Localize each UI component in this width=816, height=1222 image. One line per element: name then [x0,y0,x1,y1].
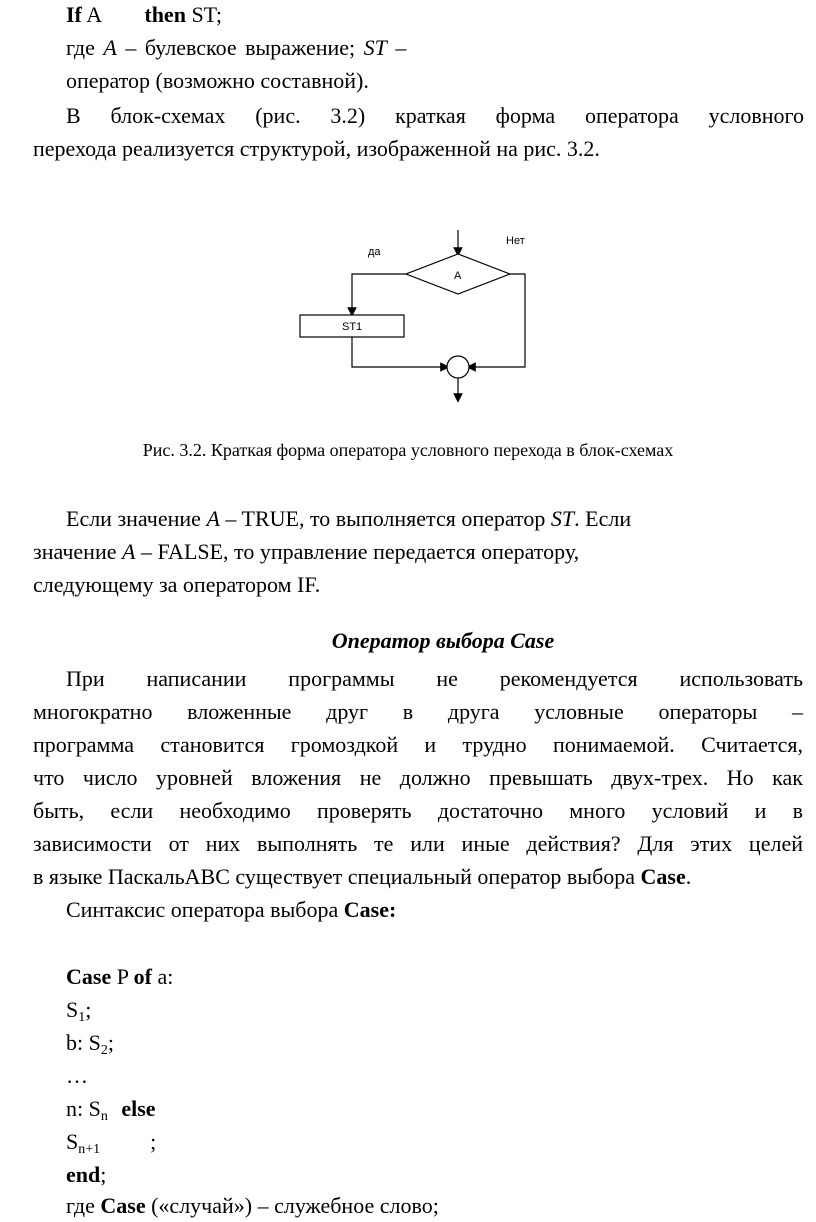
paragraph-2-line-3: следующему за оператором IF. [33,572,321,597]
paragraph-3-line-4: что число уровней вложения не должно превышать двух-трех. Но как [33,765,803,790]
paragraph-3-line-2: многократно вложенные друг в друга условные операторы – [33,699,803,724]
text-value: значение [33,539,117,564]
code-line-if [66,0,222,31]
paragraph-3-line-1: При написании программы не рекомендуется использовать [66,666,803,691]
stmt-s-n1: S [66,1129,79,1154]
code-line-3 [66,1026,114,1059]
section-heading: Оператор выбора Case [331,628,555,653]
label-b: b: S [66,1030,101,1055]
text-if-end: . Если [574,506,632,531]
var-p: P [116,964,129,989]
paragraph-1-line-1: В блок-схемах (рис. 3.2) краткая форма оператора условного [66,103,804,128]
case-definition-line [66,1189,439,1222]
var-st: ST; [191,2,223,27]
stmt-s: S [66,997,79,1022]
code-line-1 [66,960,173,993]
code-line-5 [66,1092,156,1125]
keyword-of: of [133,964,152,989]
yes-branch-line [352,274,406,312]
paragraph-3-line-3: программа становится громоздкой и трудно понимаемой. Считается, [33,732,803,757]
text-false-passes: – FALSE, то управление передается оператору, [140,539,580,564]
semicolon: ; [107,1030,114,1055]
text-syntax: Синтаксис оператора выбора [66,897,339,922]
paragraph-1-line-2: перехода реализуется структурой, изображенной на рис. 3.2. [33,136,600,161]
definition-line [66,31,406,64]
decision-label: A [454,270,462,282]
paragraph-2-line-1 [66,502,631,535]
paragraph-3-line-7 [33,860,691,893]
text-if-value: Если значение [66,506,201,531]
operator-note: оператор (возможно составной). [66,68,369,93]
stmt-sub-1: 1 [78,1010,86,1025]
label-n: n: S [66,1096,101,1121]
keyword-case: Case [640,864,686,889]
var-a-italic: A [103,35,117,60]
code-line-2 [66,993,91,1026]
var-a: A [86,2,101,27]
text-pascal-operator: в языке ПаскальABC существует специальный оператор выбора [33,864,636,889]
var-st-italic: ST [363,35,387,60]
flowchart-figure [290,222,540,412]
stmt-sub-2: 2 [100,1043,108,1058]
text-period: . [685,864,692,889]
label-yes: да [368,246,381,258]
text-boolean-expr: – булевское выражение; [125,35,356,60]
process-label: ST1 [342,321,363,333]
semicolon: ; [100,1162,107,1187]
syntax-intro [66,893,396,926]
keyword-case-def: Case [100,1193,146,1218]
keyword-end: end [66,1162,101,1187]
semicolon: ; [150,1129,157,1154]
stmt-sub-n: n [100,1109,108,1124]
label-no: Нет [506,235,525,247]
text-dash: – [395,35,407,60]
code-line-6 [66,1125,156,1158]
text-where-2: где [66,1193,95,1218]
keyword-else: else [121,1096,156,1121]
yes-to-merge-line [352,337,445,367]
text-true-executes: – TRUE, то выполняется оператор [225,506,546,531]
semicolon: ; [85,997,92,1022]
var-a-italic-2: A [206,506,220,531]
paragraph-3-line-5: быть, если необходимо проверять достаточно много условий и в [33,798,803,823]
keyword-then: then [144,2,186,27]
label-a: a: [157,964,174,989]
figure-caption: Рис. 3.2. Краткая форма оператора условного перехода в блок-схемах [142,440,674,460]
paragraph-2-line-2 [33,535,579,568]
keyword-if: If [66,2,82,27]
keyword-case-colon: Case: [343,897,397,922]
code-line-7 [66,1158,106,1191]
stmt-sub-n1: n+1 [78,1142,101,1157]
code-line-4: … [66,1063,88,1088]
var-st-italic-2: ST [550,506,575,531]
keyword-case-code: Case [66,964,112,989]
merge-connector [447,356,469,378]
paragraph-3-line-6: зависимости от них выполнять те или иные действия? Для этих целей [33,831,803,856]
text-case-meaning: («случай») – служебное слово; [151,1193,439,1218]
var-a-italic-3: A [122,539,136,564]
text-where: где [66,35,95,60]
no-branch-line [471,274,525,367]
